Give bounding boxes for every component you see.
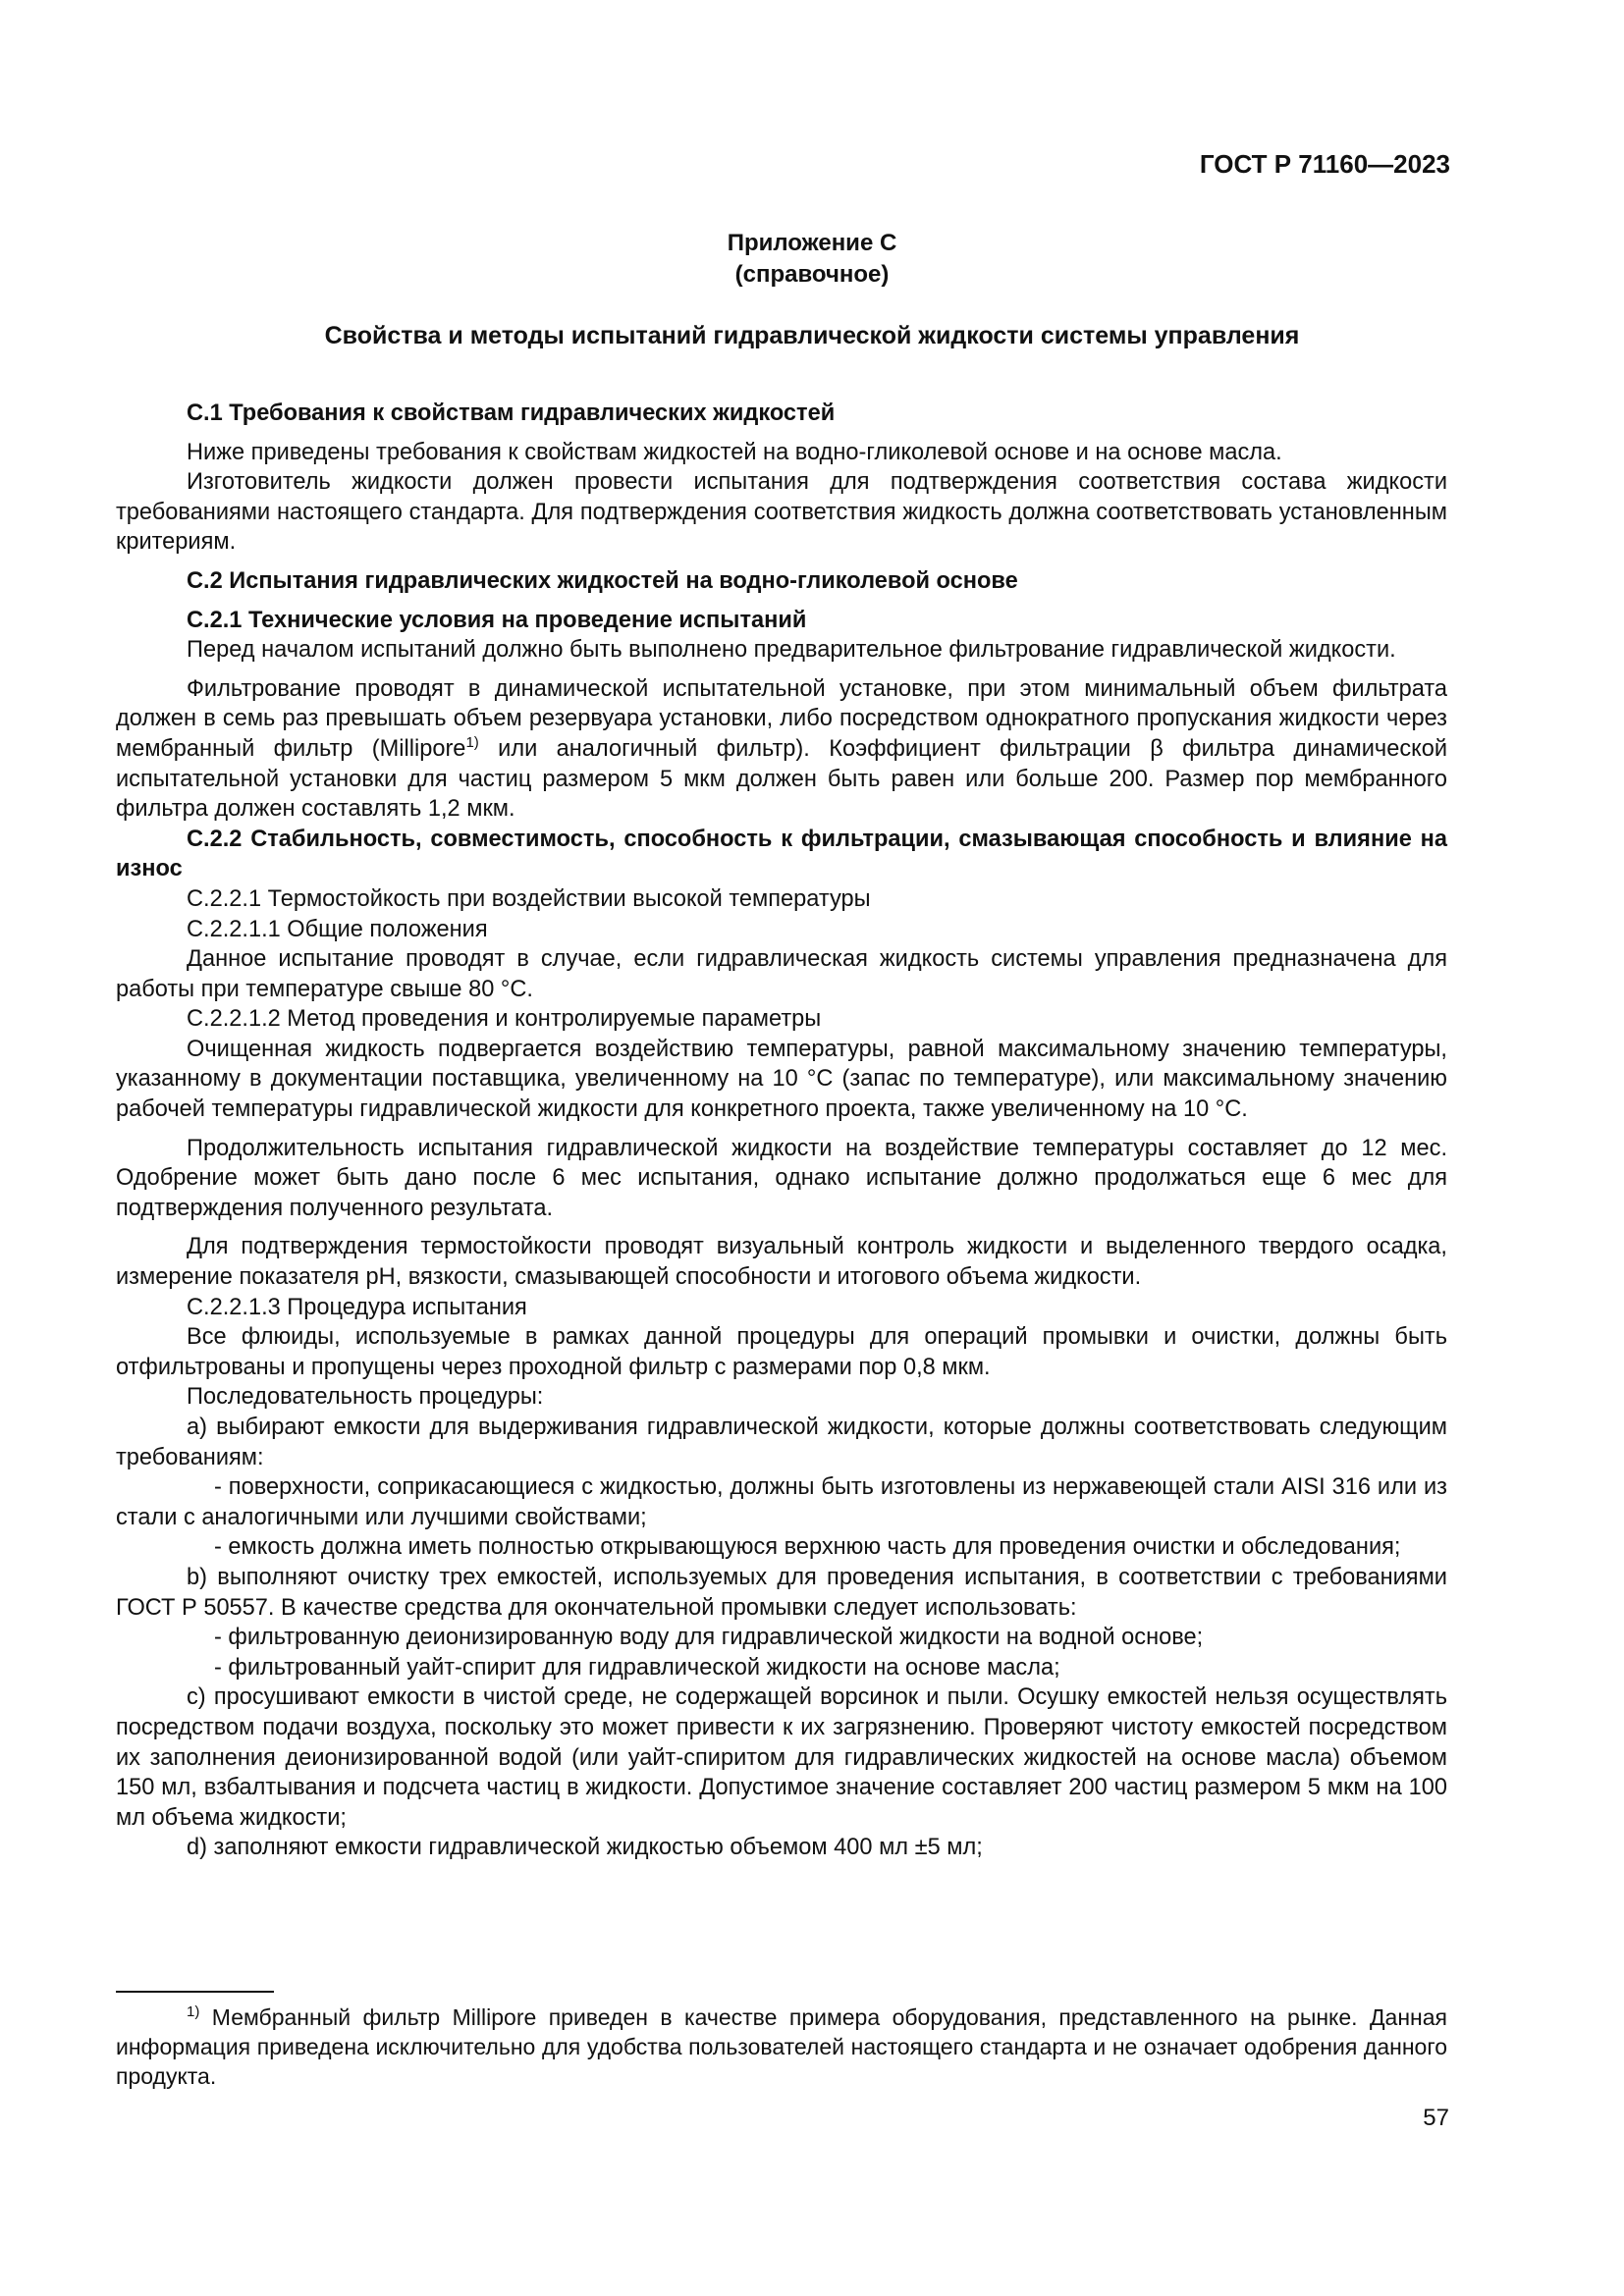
- paragraph-text: Фильтрование проводят в динамической испытательной установке, при этом минимальный объем фильтрата должен в семь раз превышать объем резервуара установки, либо посредством однократного пропускания жидкости через мембранный фильтр (Millipore: [116, 675, 1447, 762]
- paragraph: Все флюиды, используемые в рамках данной процедуры для операций промывки и очистки, должны быть отфильтрованы и пропущены через проходной фильтр с размерами пор 0,8 мкм.: [116, 1324, 1447, 1380]
- footnote-separator: [116, 1991, 274, 1993]
- paragraph: Перед началом испытаний должно быть выполнено предварительное фильтрование гидравлической жидкости.: [187, 637, 1396, 664]
- paragraph: Последовательность процедуры:: [187, 1384, 544, 1411]
- paragraph: Изготовитель жидкости должен провести испытания для подтверждения соответствия состава жидкости требованиями настоящего стандарта. Для подтверждения соответствия жидкость должна соответствовать установленным критериям.: [116, 469, 1447, 556]
- subsection-heading: С.2.2.1.2 Метод проведения и контролируемые параметры: [187, 1006, 822, 1033]
- list-item-b: b) выполняют очистку трех емкостей, используемых для проведения испытания, в соответствии с требованиями ГОСТ Р 50557. В качестве средства для окончательной промывки следует использовать:: [116, 1564, 1447, 1621]
- list-item-d: d) заполняют емкости гидравлической жидкостью объемом 400 мл ±5 мл;: [187, 1835, 983, 1861]
- section-heading-c1: С.1 Требования к свойствам гидравлических жидкостей: [187, 400, 836, 426]
- paragraph: Данное испытание проводят в случае, если гидравлическая жидкость системы управления предназначена для работы при температуре свыше 80 °С.: [116, 946, 1447, 1002]
- paragraph: [116, 674, 1447, 825]
- footnote-paragraph: [116, 2002, 1447, 2091]
- appendix-heading: [0, 228, 1624, 291]
- subsection-heading: С.2.2.1.3 Процедура испытания: [187, 1294, 527, 1320]
- section-heading-c222: С.2.2 Стабильность, совместимость, способность к фильтрации, смазывающая способность и влияние на износ: [116, 826, 1447, 882]
- paragraph: Ниже приведены требования к свойствам жидкостей на водно-гликолевой основе и на основе масла.: [187, 439, 1282, 465]
- footnote-reference[interactable]: 1): [465, 733, 479, 751]
- page-number: 57: [1423, 2105, 1449, 2131]
- appendix-label: Приложение С: [727, 230, 897, 256]
- paragraph: Для подтверждения термостойкости проводят визуальный контроль жидкости и выделенного твердого осадка, измерение показателя pH, вязкости, смазывающей способности и итогового объема жидкости.: [116, 1234, 1447, 1291]
- paragraph: Продолжительность испытания гидравлической жидкости на воздействие температуры составляет до 12 мес. Одобрение может быть дано после 6 мес испытания, однако испытание должно продолжаться еще 6 мес для подтверждения полученного результата.: [116, 1135, 1447, 1221]
- list-dash-item: - фильтрованную деионизированную воду для гидравлической жидкости на водной основе;: [214, 1625, 1204, 1651]
- document-id-header: ГОСТ Р 71160—2023: [1199, 149, 1450, 179]
- footnote-text: Мембранный фильтр Millipore приведен в качестве примера оборудования, представленного на рынке. Данная информация приведена исключительно для удобства пользователей настоящего стандарта и не означает одобрения данного продукта.: [116, 2004, 1447, 2089]
- paragraph: Очищенная жидкость подвергается воздействию температуры, равной максимальному значению температуры, указанному в документации поставщика, увеличенному на 10 °С (запас по температуре), или максимальному значению рабочей температуры гидравлической жидкости для конкретного проекта, также увеличенному на 10 °С.: [116, 1036, 1447, 1123]
- subsection-heading: С.2.2.1 Термостойкость при воздействии высокой температуры: [187, 885, 871, 912]
- paragraph-text: или аналогичный фильтр). Коэффициент фильтрации β фильтра динамической испытательной установки для частиц размером 5 мкм должен быть равен или больше 200. Размер пор мембранного фильтра должен составлять 1,2 мкм.: [116, 735, 1447, 823]
- list-dash-item: - фильтрованный уайт-спирит для гидравлической жидкости на основе масла;: [214, 1654, 1060, 1681]
- list-item-c: c) просушивают емкости в чистой среде, не содержащей ворсинок и пыли. Осушку емкостей нельзя осуществлять посредством подачи воздуха, поскольку это может привести к их загрязнению. Проверяют чистоту емкостей посредством их заполнения деионизированной водой (или уайт-спиритом для гидравлических жидкостей на основе масла) объемом 150 мл, взбалтывания и подсчета частиц в жидкости. Допустимое значение составляет 200 частиц размером 5 мкм на 100 мл объема жидкости;: [116, 1684, 1447, 1831]
- footnote: [116, 2002, 1447, 2091]
- footnote-marker: 1): [187, 2003, 200, 2020]
- section-heading-c2: С.2 Испытания гидравлических жидкостей на водно-гликолевой основе: [187, 567, 1018, 594]
- appendix-kind: (справочное): [734, 261, 890, 288]
- list-item-a: a) выбирают емкости для выдерживания гидравлической жидкости, которые должны соответствовать следующим требованиям:: [116, 1415, 1447, 1470]
- list-dash-item: - емкость должна иметь полностью открывающуюся верхнюю часть для проведения очистки и обследования;: [214, 1534, 1401, 1561]
- subsection-heading: С.2.2.1.1 Общие положения: [187, 916, 488, 942]
- document-body: [116, 399, 1447, 1863]
- list-dash-item: - поверхности, соприкасающиеся с жидкостью, должны быть изготовлены из нержавеющей стали AISI 316 или из стали с аналогичными или лучшими свойствами;: [116, 1474, 1447, 1530]
- appendix-title: Свойства и методы испытаний гидравлической жидкости системы управления: [324, 322, 1300, 349]
- section-heading-c21: С.2.1 Технические условия на проведение испытаний: [187, 607, 807, 633]
